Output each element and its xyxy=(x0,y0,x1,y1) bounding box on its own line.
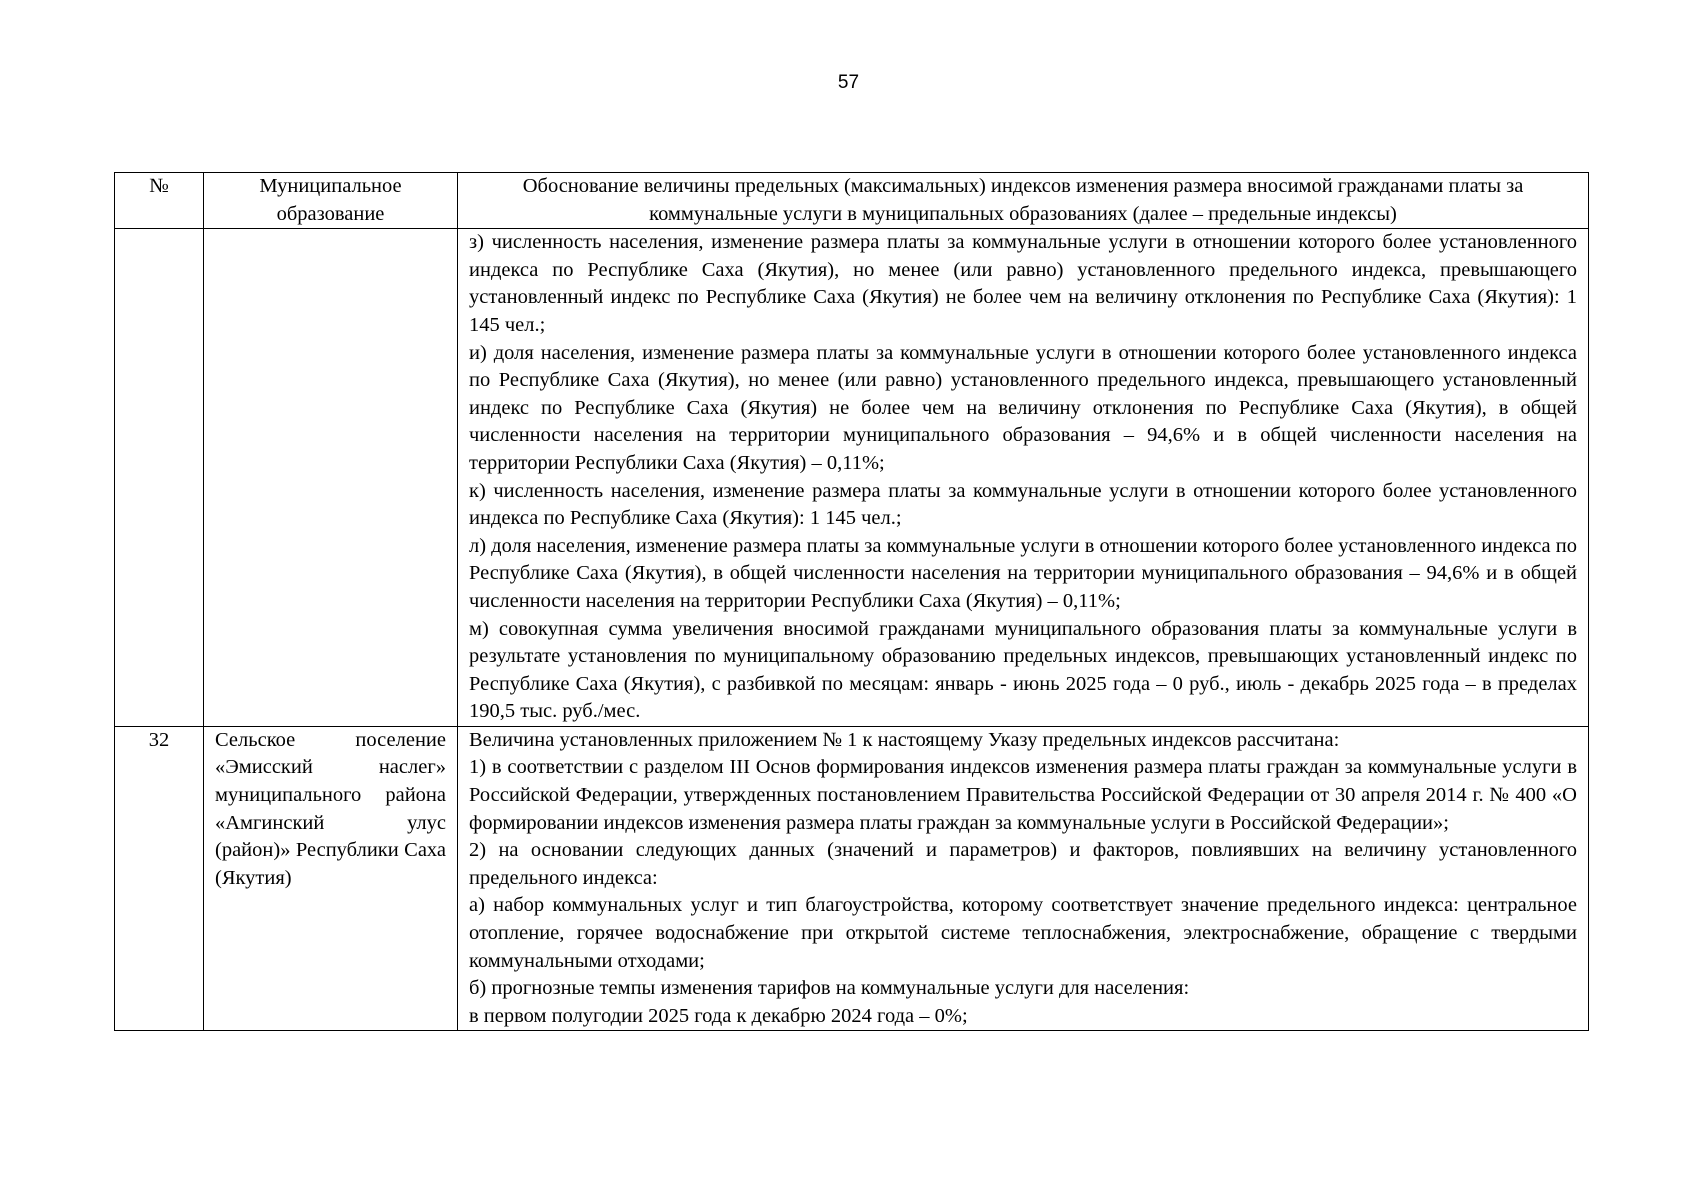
paragraph: 2) на основании следующих данных (значений и параметров) и факторов, повлиявших на величину установленного предельного индекса: xyxy=(469,839,1577,889)
paragraph: Величина установленных приложением № 1 к настоящему Указу предельных индексов рассчитана: xyxy=(469,728,1340,751)
table-header-row xyxy=(115,173,1589,229)
row-municipality: Сельское поселение «Эмисский наслег» муниципального района «Амгинский улус (район)» Республики Саха (Якутия) xyxy=(204,726,458,1031)
justification-table xyxy=(114,172,1589,1031)
row-number xyxy=(115,229,204,727)
row-number: 32 xyxy=(115,726,204,1031)
paragraph: а) набор коммунальных услуг и тип благоустройства, которому соответствует значение предельного индекса: центральное отопление, горячее водоснабжение при открытой системе теплоснабжения, электроснабжение, обращение с твердыми коммунальными отходами; xyxy=(469,894,1577,972)
row-justification xyxy=(458,726,1589,1031)
page-number: 57 xyxy=(837,72,860,93)
paragraph: к) численность населения, изменение размера платы за коммунальные услуги в отношении которого более установленного индекса по Республике Саха (Якутия): 1 145 чел.; xyxy=(469,479,1577,530)
paragraph: в первом полугодии 2025 года к декабрю 2024 года – 0%; xyxy=(469,1004,968,1027)
row-municipality xyxy=(204,229,458,727)
row-justification xyxy=(458,229,1589,727)
table-row xyxy=(115,229,1589,727)
paragraph: л) доля населения, изменение размера платы за коммунальные услуги в отношении которого более установленного индекса по Республике Саха (Якутия), в общей численности населения на территории муниципального образования – 94,6% и в общей численности населения на территории Республики Саха (Якутия) – 0,11%; xyxy=(469,534,1577,612)
paragraph: б) прогнозные темпы изменения тарифов на коммунальные услуги для населения: xyxy=(469,977,1190,1000)
header-municipality: Муниципальное образование xyxy=(204,173,458,229)
paragraph: и) доля населения, изменение размера платы за коммунальные услуги в отношении которого более установленного индекса по Республике Саха (Якутия), но менее (или равно) установленного предельного индекса, превышающего установленный индекс по Республике Саха (Якутия) не более чем на величину отклонения по Республике Саха (Якутия), в общей численности населения на территории муниципального образования – 94,6% и в общей численности населения на территории Республики Саха (Якутия) – 0,11%; xyxy=(469,341,1577,474)
paragraph: м) совокупная сумма увеличения вносимой гражданами муниципального образования платы за коммунальные услуги в результате установления по муниципальному образованию предельных индексов, превышающих установленный индекс по Республике Саха (Якутия), с разбивкой по месяцам: январь - июнь 2025 года – 0 руб., июль - декабрь 2025 года – в пределах 190,5 тыс. руб./мес. xyxy=(469,617,1577,723)
paragraph: з) численность населения, изменение размера платы за коммунальные услуги в отношении которого более установленного индекса по Республике Саха (Якутия), но менее (или равно) установленного предельного индекса, превышающего установленный индекс по Республике Саха (Якутия) не более чем на величину отклонения по Республике Саха (Якутия): 1 145 чел.; xyxy=(469,231,1577,336)
table-row xyxy=(115,726,1589,1031)
header-justification: Обоснование величины предельных (максимальных) индексов изменения размера вносимой гражданами платы за коммунальные услуги в муниципальных образованиях (далее – предельные индексы) xyxy=(458,173,1589,229)
header-number: № xyxy=(115,173,204,229)
paragraph: 1) в соответствии с разделом III Основ формирования индексов изменения размера платы граждан за коммунальные услуги в Российской Федерации, утвержденных постановлением Правительства Российской Федерации от 30 апреля 2014 г. № 400 «О формировании индексов изменения размера платы граждан за коммунальные услуги в Российской Федерации»; xyxy=(469,756,1577,834)
